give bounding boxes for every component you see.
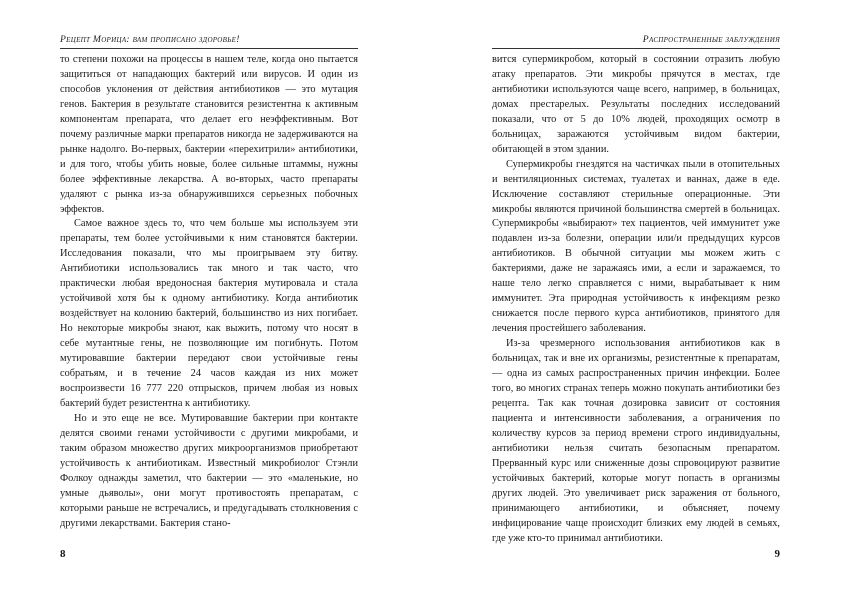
left-page-text: [60, 53, 358, 532]
paragraph: Самое важное здесь то, что чем больше мы используем эти препараты, тем более устойчивыми к ним становятся бактерии. Исследования показали, что мы проигрываем эту битву. Антибиотики использовались так много и так часто, что практически любая вредоносная бактерия мутировала и стала устойчивой хотя бы к одному антибиотику. Когда антибиотик воздействует на колонию бактерий, большинство из них погибает. Но некоторые микробы знают, как выжить, потому что носят в себе мутантные гены, не позволяющие им погибнуть. Потом мутировавшие бактерии передают свои устойчивые гены собратьям, и в течение 24 часов каждая из них может воспроизвести 16 777 220 отпрысков, причем любая из новых бактерий будет резистентна к антибиотику.: [60, 218, 358, 409]
right-running-head: Распространенные заблуждения: [492, 34, 780, 49]
right-page-text: [492, 53, 780, 546]
right-page: [492, 0, 780, 595]
paragraph: то степени похожи на процессы в нашем теле, когда оно пытается защититься от нападающих бактерий или вирусов. И один из способов уклонения от действия антибиотиков — это мутация генов. Бактерия в результате становится резистентна к активным компонентам препарата, что делает его неэффективным. Вот почему различные марки препаратов никогда не задерживаются на рынке надолго. Во-первых, бактерии «перехитрили» антибиотики, и для того, чтобы убить новые, более сильные штаммы, нужны более эффективные лекарства. А во-вторых, часто препараты удаляют с рынка из-за обнаружившихся серьезных побочных эффектов.: [60, 54, 358, 215]
paragraph: Супермикробы гнездятся на частичках пыли в отопительных и вентиляционных системах, туалетах и ваннах, даже в еде. Исключение составляют стерильные операционные. Эти микробы являются причиной большинства смертей в больницах. Супермикробы «выбирают» тех пациентов, чей иммунитет уже подавлен из-за болезни, операции или/и предыдущих курсов антибиотиков. В обычной ситуации мы можем жить с бактериями, даже не заражаясь ими, а если и заражаемся, то наше тело легко справляется с ними, вырабатывает к ним иммунитет. Эта природная устойчивость к инфекциям резко снижается после первого курса антибиотиков, принятого для лечения простейшего заболевания.: [492, 158, 780, 335]
right-page-number: 9: [774, 548, 780, 560]
left-running-head: Рецепт Морица: вам прописано здоровье!: [60, 34, 358, 49]
paragraph: вится супермикробом, который в состоянии отразить любую атаку препаратов. Эти микробы прячутся в местах, где антибиотики используются чаще всего, например, в больницах, домах престарелых. Результаты последних исследований показали, что от 5 до 10% людей, проходящих осмотр в больницах, заражаются устойчивым видом бактерии, обитающей в этом здании.: [492, 54, 780, 155]
left-page: [60, 0, 358, 595]
left-page-number: 8: [60, 548, 66, 560]
paragraph: Из-за чрезмерного использования антибиотиков как в больницах, так и вне их организмы, резистентные к препаратам, — одна из самых распространенных причин инфекции. Более того, во многих странах теперь можно покупать антибиотики без рецепта. Так как точная дозировка зависит от состояния пациента и интенсивности заболевания, а ограничения по количеству курсов за период времени строго индивидуальны, антибиотики нельзя считать безопасным препаратом. Прерванный курс или сниженные дозы спровоцируют развитие устойчивых бактерий, которые могут попасть в организмы других людей. Это увеличивает риск заражения от больного, принимающего антибиотики, и объясняет, почему инфицирование чаще происходит близких ему людей в семьях, где уже кто-то принимал антибиотики.: [492, 338, 780, 544]
paragraph: Но и это еще не все. Мутировавшие бактерии при контакте делятся своими генами устойчивости с другими микробами, и таким образом множество других микроорганизмов приобретают устойчивость к антибиотикам. Известный микробиолог Стэнли Фолкоу однажды заметил, что бактерии — это «маленькие, но умные дьяволы», они могут противостоять препаратам, с которыми раньше не встречались, и предугадывать столкновения с другими лекарствами. Бактерия стано-: [60, 412, 358, 529]
